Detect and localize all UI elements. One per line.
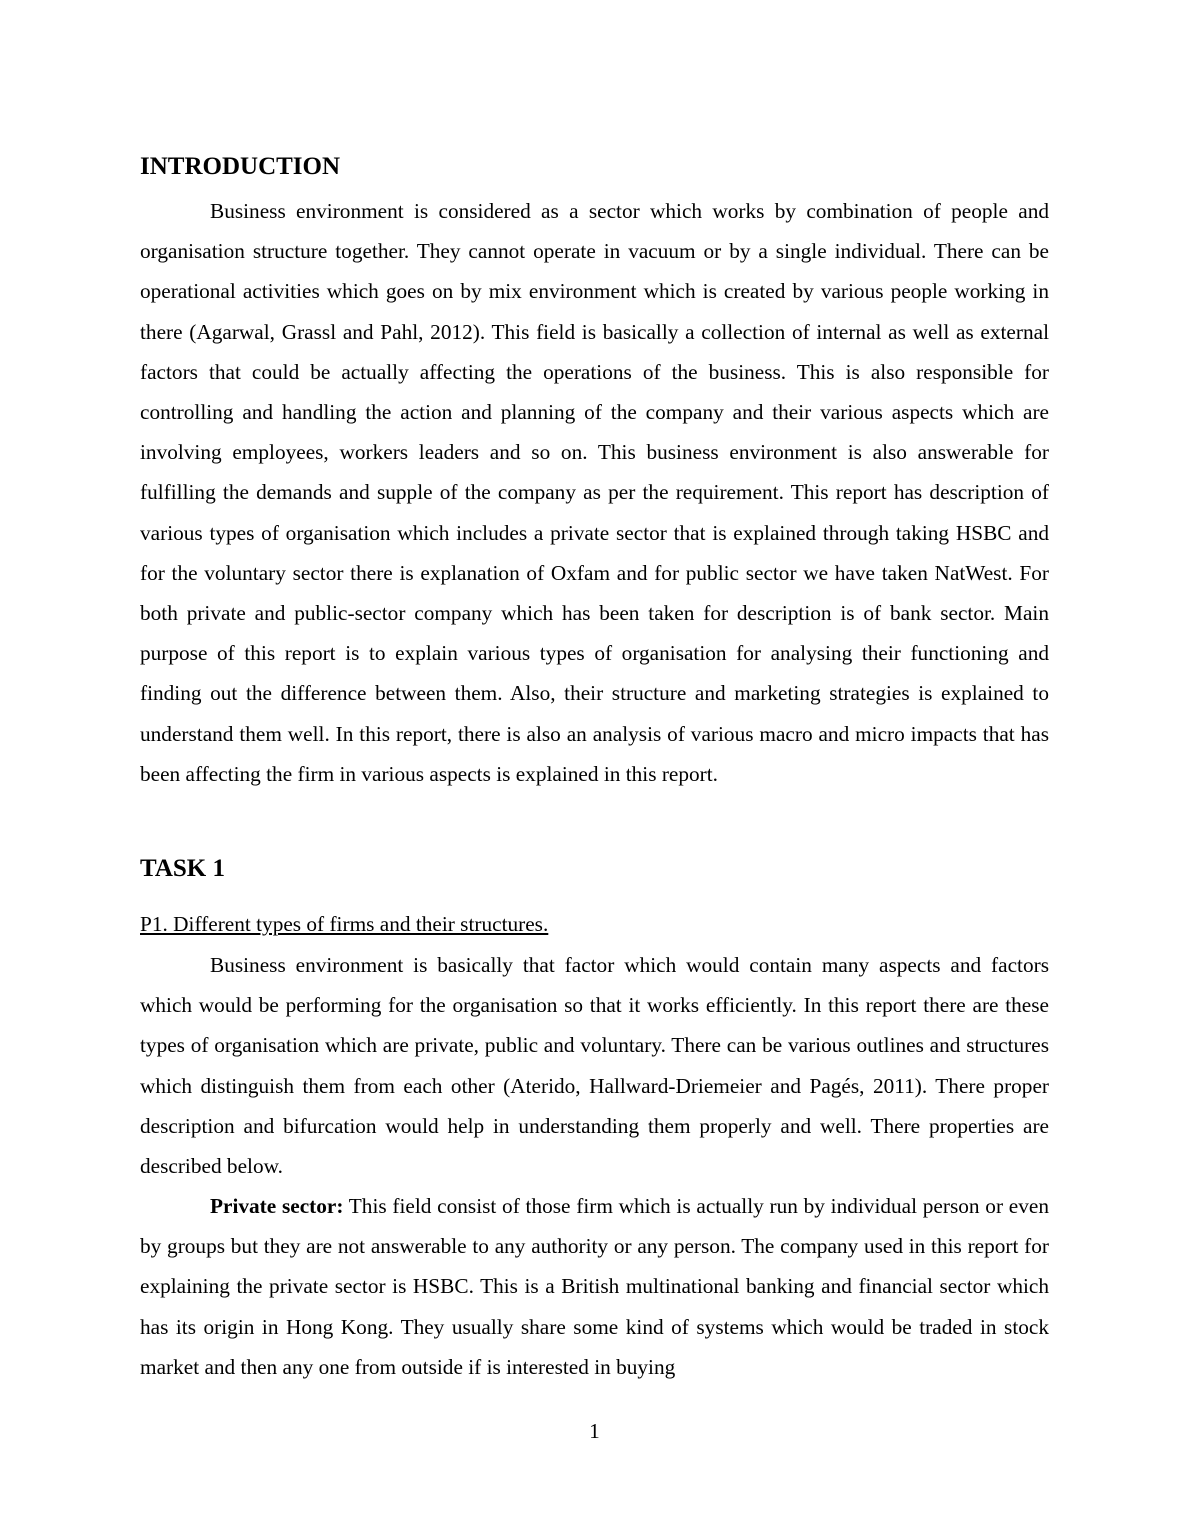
- private-sector-text: This field consist of those firm which is actually run by individual person or even by groups but they are not answerable to any authority or any person. The company used in this report for explaining the private sector is HSBC. This is a British multinational banking and financial sector which has its origin in Hong Kong. They usually share some kind of systems which would be traded in stock market and then any one from outside if is interested in buying: [140, 1194, 1049, 1379]
- introduction-paragraph: Business environment is considered as a sector which works by combination of people and organisation structure together. They cannot operate in vacuum or by a single individual. There can be operational activities which goes on by mix environment which is created by various people working in there (Agarwal, Grassl and Pahl, 2012). This field is basically a collection of internal as well as external factors that could be actually affecting the operations of the business. This is also responsible for controlling and handling the action and planning of the company and their various aspects which are involving employees, workers leaders and so on. This business environment is also answerable for fulfilling the demands and supple of the company as per the requirement. This report has description of various types of organisation which includes a private sector that is explained through taking HSBC and for the voluntary sector there is explanation of Oxfam and for public sector we have taken NatWest. For both private and public-sector company which has been taken for description is of bank sector. Main purpose of this report is to explain various types of organisation for analysing their functioning and finding out the difference between them. Also, their structure and marketing strategies is explained to understand them well. In this report, there is also an analysis of various macro and micro impacts that has been affecting the firm in various aspects is explained in this report.: [140, 199, 1049, 786]
- p1-subheading: P1. Different types of firms and their structures.: [140, 912, 549, 936]
- private-sector-paragraph: [140, 1186, 1049, 1387]
- document-page: [140, 0, 1049, 1540]
- private-sector-label: Private sector:: [210, 1194, 344, 1218]
- page-number: 1: [589, 1419, 600, 1443]
- task1-heading: TASK 1: [140, 855, 225, 882]
- task1-paragraph: Business environment is basically that factor which would contain many aspects and factors which would be performing for the organisation so that it works efficiently. In this report there are these types of organisation which are private, public and voluntary. There can be various outlines and structures which distinguish them from each other (Aterido, Hallward-Driemeier and Pagés, 2011). There proper description and bifurcation would help in understanding them properly and well. There properties are described below.: [140, 953, 1049, 1179]
- introduction-heading: INTRODUCTION: [140, 153, 341, 180]
